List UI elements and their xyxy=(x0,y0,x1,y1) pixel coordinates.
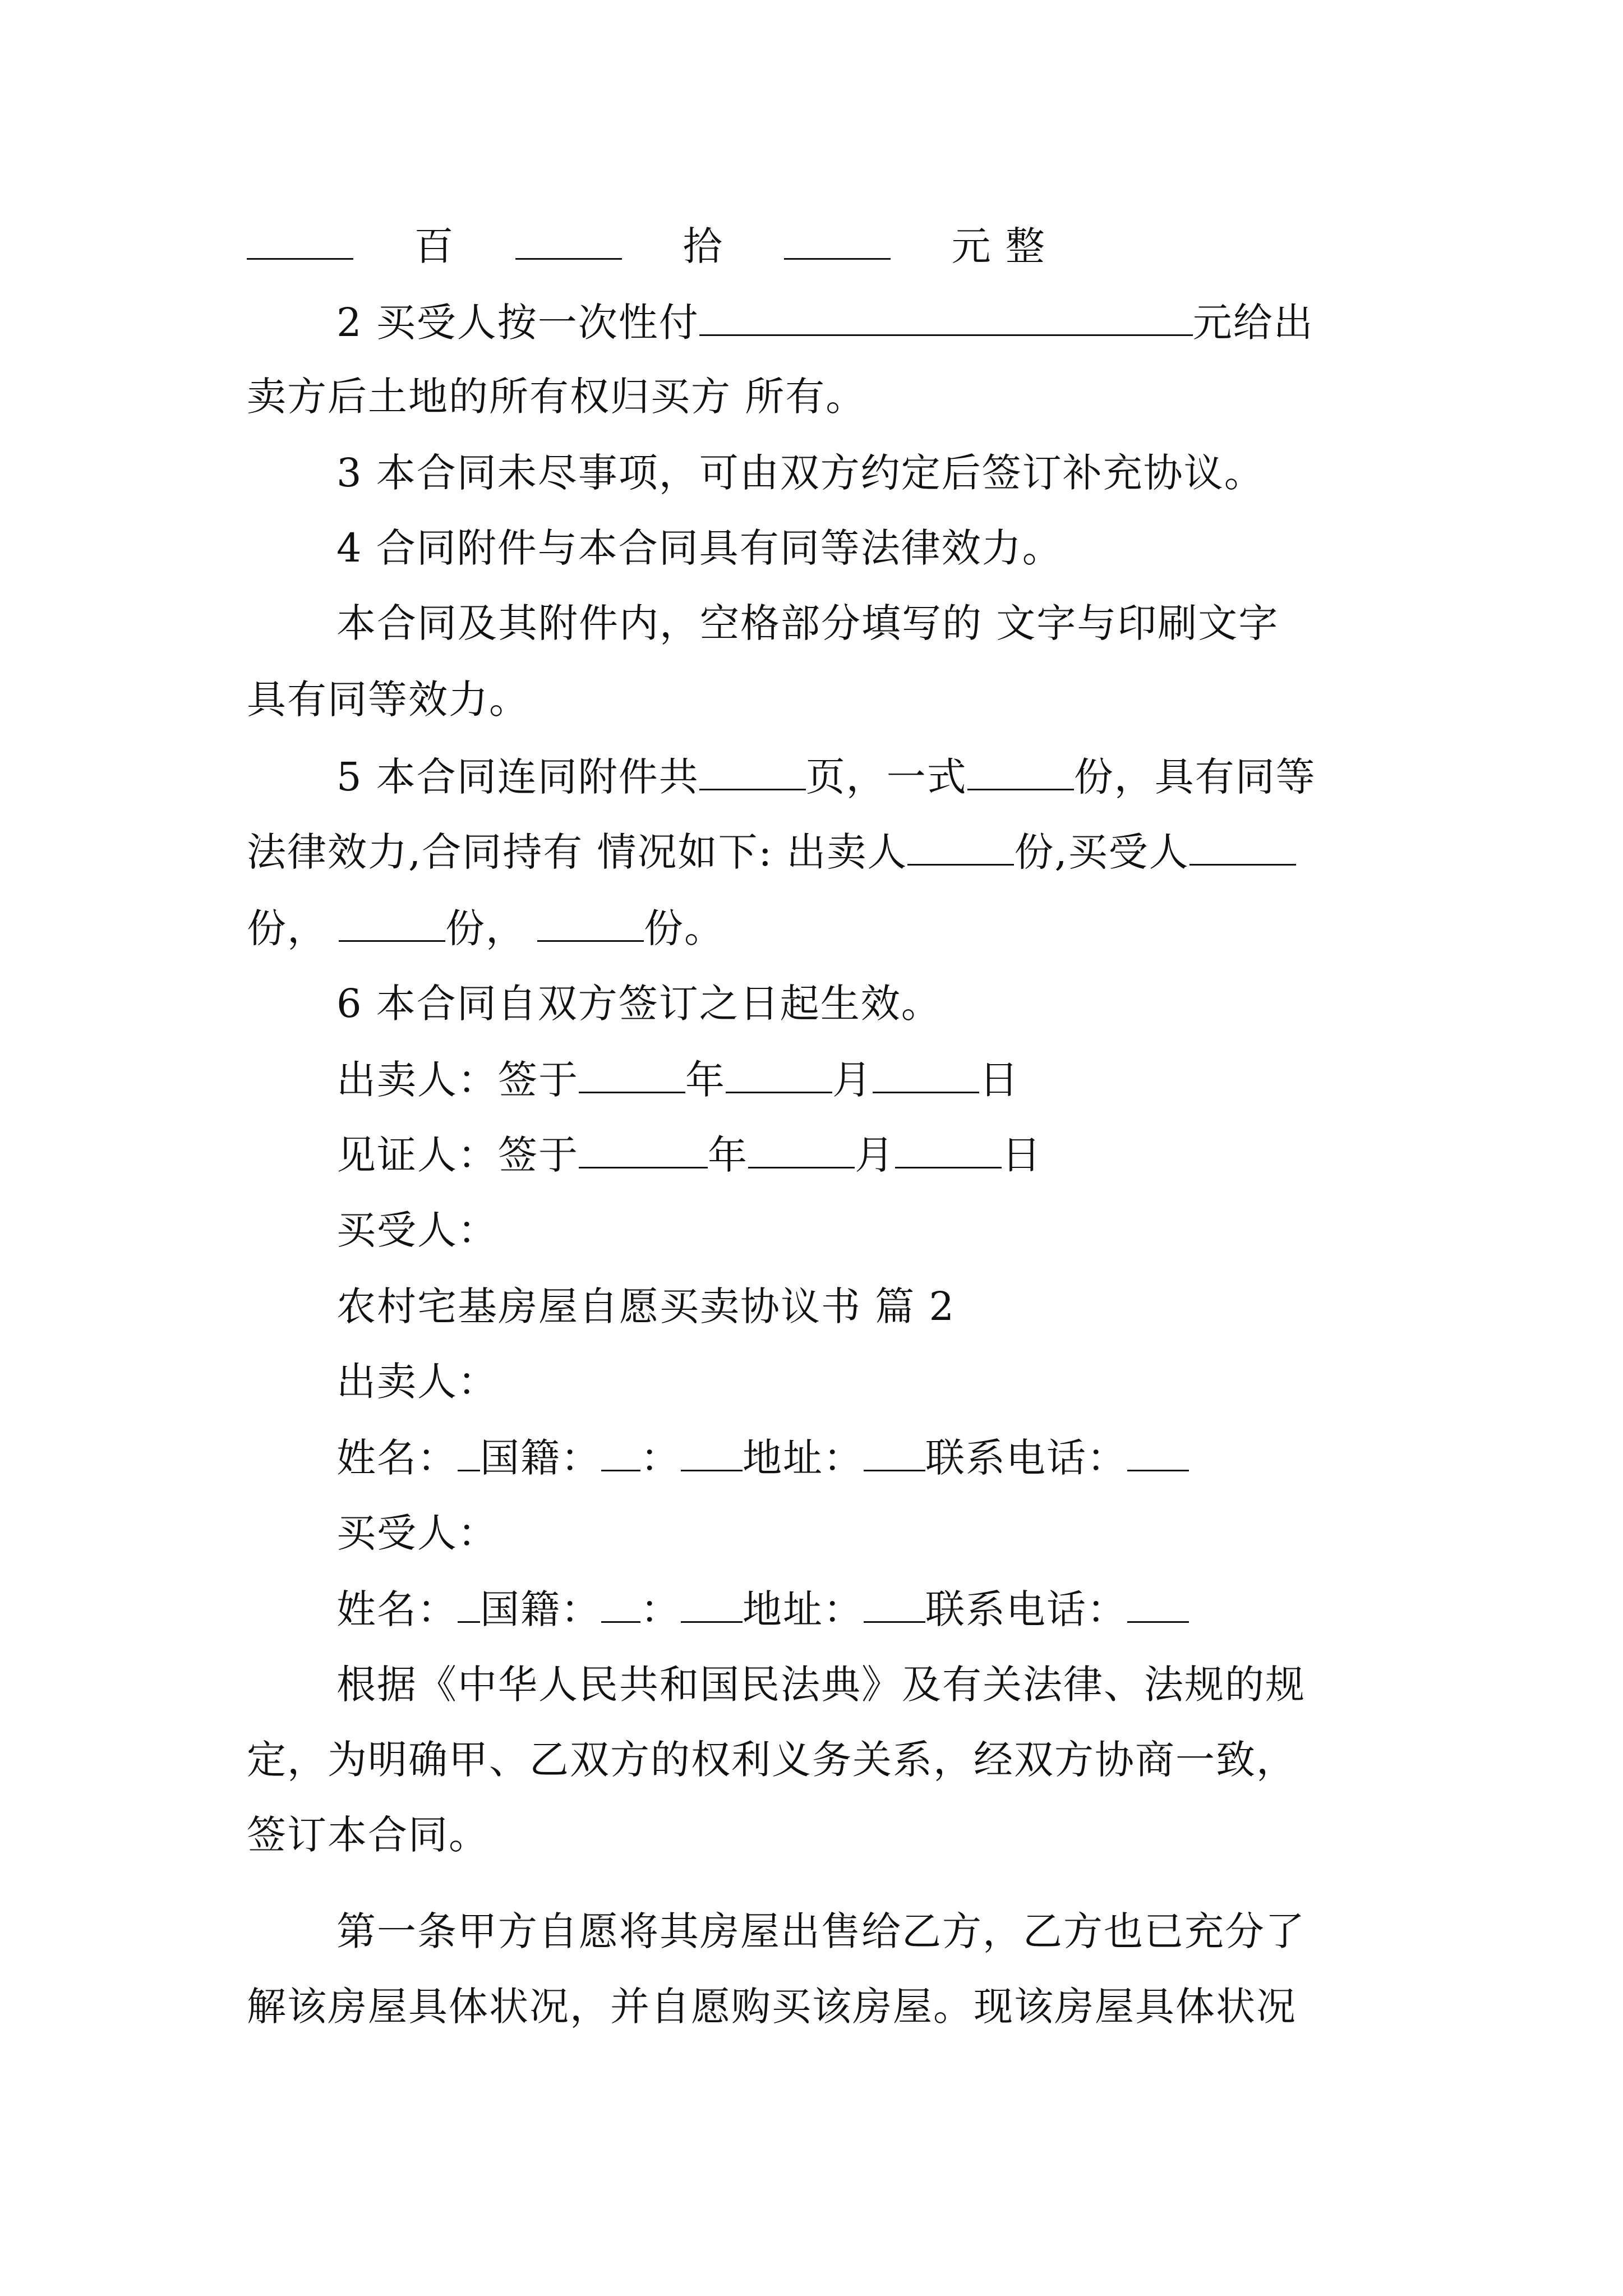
year-label: 年 xyxy=(708,1132,748,1178)
colon-label: ： xyxy=(640,1586,681,1632)
day-label: 日 xyxy=(1002,1132,1042,1178)
clause-2-line xyxy=(336,300,1314,346)
name-label: 姓名： xyxy=(336,1435,458,1481)
address-label: 地址： xyxy=(743,1586,864,1632)
colon-label: ： xyxy=(640,1435,681,1481)
clause-3-line: 3 本合同未尽事项，可由双方约定后签订补充协议。 xyxy=(336,450,1265,496)
paragraph-line: 具有同等效力。 xyxy=(247,677,529,723)
blank-field xyxy=(339,908,445,942)
copies-text: 份， xyxy=(445,905,526,951)
nationality-label: 国籍： xyxy=(480,1586,601,1632)
yuan-label: 元 整 xyxy=(951,223,1046,269)
clause-4-line: 4 合同附件与本合同具有同等法律效力。 xyxy=(336,525,1063,571)
clause-5-line xyxy=(336,754,1316,800)
hundred-label: 百 xyxy=(414,223,455,269)
clause-5-text: 5 本合同连同附件共 xyxy=(336,754,699,800)
copies-text: 份， xyxy=(247,905,328,951)
phone-label: 联系电话： xyxy=(925,1586,1127,1632)
blank-field xyxy=(681,1589,743,1623)
paragraph-line: 签订本合同。 xyxy=(247,1812,489,1858)
blank-field xyxy=(601,1437,640,1471)
blank-field xyxy=(515,226,622,260)
blank-field xyxy=(784,226,891,260)
nationality-label: 国籍： xyxy=(480,1435,601,1481)
paragraph-line: 本合同及其附件内，空格部分填写的 文字与印刷文字 xyxy=(336,600,1279,646)
holding-text: 法律效力,合同持有 情况如下: 出卖人 xyxy=(247,829,908,875)
blank-field xyxy=(681,1437,743,1471)
seller-sign-line xyxy=(336,1057,1020,1103)
seller-label: 出卖人： xyxy=(336,1359,498,1405)
year-label: 年 xyxy=(685,1057,726,1103)
amount-line xyxy=(247,223,1046,269)
blank-field xyxy=(1127,1589,1189,1623)
blank-field xyxy=(1189,831,1296,866)
witness-sign-label: 见证人：签于 xyxy=(336,1132,579,1178)
blank-field xyxy=(726,1059,832,1093)
blank-field xyxy=(458,1437,480,1471)
blank-field xyxy=(537,908,644,942)
section-title: 农村宅基房屋自愿买卖协议书 篇 2 xyxy=(336,1283,956,1329)
blank-field xyxy=(967,756,1074,790)
phone-label: 联系电话： xyxy=(925,1435,1127,1481)
ten-label: 拾 xyxy=(683,223,723,269)
blank-field xyxy=(748,1134,855,1168)
paragraph-line xyxy=(247,829,1296,875)
copies-text: 份。 xyxy=(644,905,725,951)
holding-text: 份,买受人 xyxy=(1014,829,1189,875)
blank-field xyxy=(579,1134,708,1168)
blank-field xyxy=(895,1134,1002,1168)
buyer-sign-line: 买受人： xyxy=(336,1207,498,1253)
blank-field xyxy=(699,756,806,790)
clause-2-tail: 元给出 xyxy=(1192,300,1314,346)
article-1-line: 第一条甲方自愿将其房屋出售给乙方，乙方也已充分了 xyxy=(336,1908,1306,1954)
paragraph-line: 定，为明确甲、乙双方的权利义务关系，经双方协商一致， xyxy=(247,1737,1297,1783)
clause-5-text: 页，一式 xyxy=(805,754,967,800)
buyer-label: 买受人： xyxy=(336,1510,498,1556)
day-label: 日 xyxy=(979,1057,1020,1103)
paragraph-line: 根据《中华人民共和国民法典》及有关法律、法规的规 xyxy=(336,1662,1306,1708)
address-label: 地址： xyxy=(743,1435,864,1481)
blank-field xyxy=(247,226,353,260)
paragraph-line: 解该房屋具体状况，并自愿购买该房屋。现该房屋具体状况 xyxy=(247,1984,1297,2030)
paragraph-line xyxy=(247,905,725,951)
blank-field xyxy=(601,1589,640,1623)
clause-5-text: 份，具有同等 xyxy=(1073,754,1316,800)
name-label: 姓名： xyxy=(336,1586,458,1632)
blank-field xyxy=(864,1589,925,1623)
blank-field xyxy=(579,1059,685,1093)
blank-field xyxy=(873,1059,979,1093)
month-label: 月 xyxy=(832,1057,873,1103)
buyer-info-line xyxy=(336,1586,1189,1632)
blank-field xyxy=(864,1437,925,1471)
blank-field xyxy=(699,302,1193,336)
month-label: 月 xyxy=(855,1132,895,1178)
witness-sign-line xyxy=(336,1132,1042,1178)
clause-6-line: 6 本合同自双方签订之日起生效。 xyxy=(336,981,942,1027)
blank-field xyxy=(907,831,1014,866)
seller-sign-label: 出卖人：签于 xyxy=(336,1057,579,1103)
blank-field xyxy=(1127,1437,1189,1471)
blank-field xyxy=(458,1589,480,1623)
paragraph-line: 卖方后土地的所有权归买方 所有。 xyxy=(247,374,866,420)
seller-info-line xyxy=(336,1435,1189,1481)
clause-2-text: 2 买受人按一次性付 xyxy=(336,300,699,346)
